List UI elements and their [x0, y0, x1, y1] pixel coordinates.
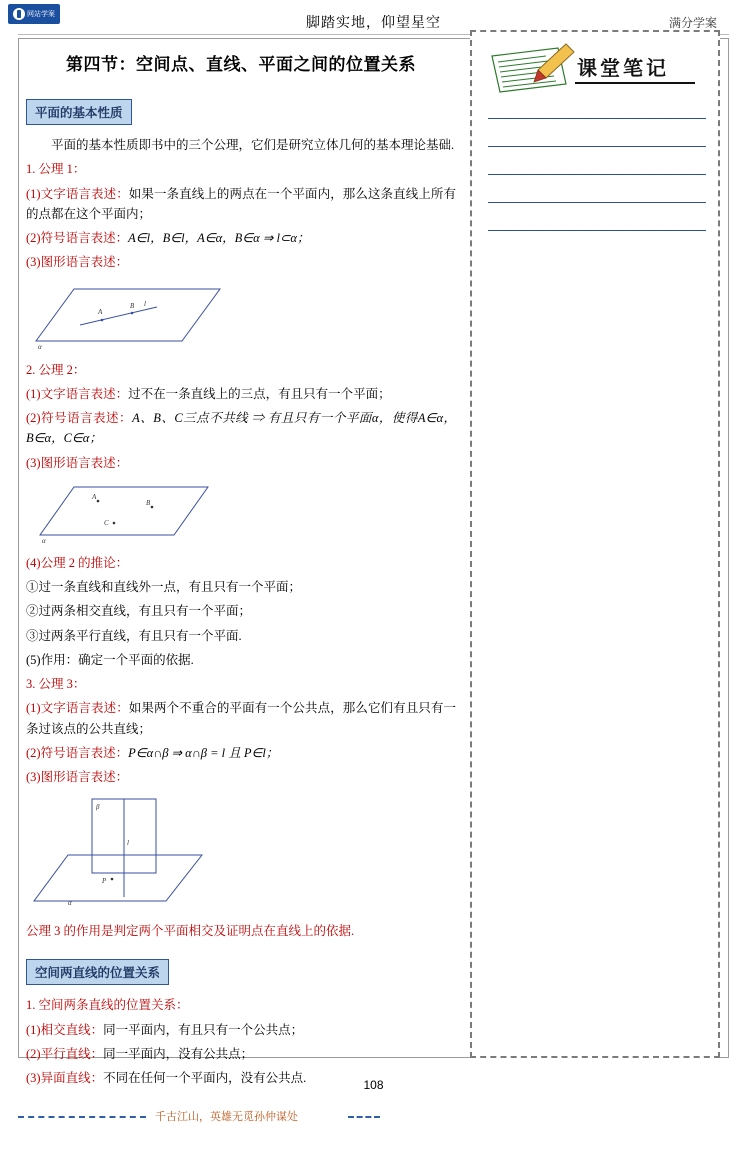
corollary-line-3 — [26, 626, 456, 646]
corollary-text-1: 过一条直线和直线外一点，有且只有一个平面； — [38, 580, 302, 594]
svg-text:α: α — [68, 899, 72, 908]
svg-text:α: α — [38, 342, 42, 351]
svg-text:α: α — [42, 536, 46, 545]
axiom-2-tag-1: (1)文字语言表述： — [26, 386, 129, 401]
svg-text:P: P — [102, 877, 107, 886]
section2-line-1 — [26, 1020, 456, 1040]
svg-text:B: B — [146, 498, 151, 507]
section2-tag-2: (2)平行直线： — [26, 1046, 104, 1061]
footer — [0, 1108, 747, 1128]
axiom-1-text-2: A∈l，B∈l，A∈α，B∈α ⇒ l⊂α； — [128, 231, 310, 245]
logo-text: 网站学案 — [27, 11, 55, 18]
section-heading-two-lines: 空间两直线的位置关系 — [26, 959, 169, 985]
note-line-1[interactable] — [488, 118, 706, 119]
axiom-1-text-1: 如果一条直线上的两点在一个平面内，那么这条直线上所有的点都在这个平面内； — [26, 186, 456, 221]
axiom-2-line-1 — [26, 384, 456, 404]
axiom-2-label: 2. 公理 2： — [26, 362, 86, 377]
axiom-3-tag-3: (3)图形语言表述： — [26, 770, 129, 784]
axiom-1-tag-1: (1)文字语言表述： — [26, 186, 129, 201]
corollary-line-1 — [26, 577, 456, 597]
axiom-3-text-2: P∈α∩β ⇒ α∩β = l 且 P∈l； — [128, 745, 279, 760]
note-line-5[interactable] — [488, 230, 706, 231]
notebook-pencil-icon — [486, 40, 582, 102]
corollary-tag-3: ③ — [26, 628, 39, 643]
section2-text-2: 同一平面内，没有公共点； — [103, 1046, 254, 1061]
corollary-tag-1: ① — [26, 580, 39, 594]
axiom-2-figure — [32, 479, 456, 547]
corollary-text-3: 过两条平行直线，有且只有一个平面. — [38, 628, 242, 643]
svg-text:C: C — [104, 518, 109, 527]
axiom-2-tag-3: (3)图形语言表述： — [26, 455, 129, 470]
header-right-title: 满分学案 — [668, 16, 717, 30]
axiom-2-line-2 — [26, 408, 456, 449]
section2-text-1: 同一平面内，有且只有一个公共点； — [103, 1022, 304, 1037]
axiom-1-tag-2: (2)符号语言表述： — [26, 231, 129, 245]
axiom-3-figure — [32, 793, 456, 913]
axiom-3-label: 3. 公理 3： — [26, 677, 86, 691]
axiom-2-text-1: 过不在一条直线上的三点，有且只有一个平面； — [128, 386, 391, 401]
page-title: 第四节：空间点、直线、平面之间的位置关系 — [66, 55, 416, 74]
axiom-3-tag-2: (2)符号语言表述： — [26, 745, 129, 760]
footer-slogan: 千古江山，英雄无觅孙仲谋处 — [155, 1111, 298, 1123]
axiom-3-line-2 — [26, 743, 456, 763]
section2-tag-1: (1)相交直线： — [26, 1022, 104, 1037]
footer-rule-left — [18, 1116, 146, 1118]
footer-rule-right — [348, 1116, 380, 1118]
axiom-2-tag-2: (2)符号语言表述： — [26, 411, 133, 425]
axiom-1-line-1 — [26, 184, 456, 225]
axiom-1-line-2 — [26, 228, 456, 248]
axiom-2-corollary-label: (4)公理 2 的推论： — [26, 555, 129, 570]
corollary-text-2: 过两条相交直线，有且只有一个平面； — [38, 604, 252, 619]
section-heading-plane-properties: 平面的基本性质 — [26, 99, 132, 125]
axiom-1-label: 1. 公理 1： — [26, 162, 86, 177]
corollary-line-2 — [26, 601, 456, 621]
axiom-3-line-1 — [26, 698, 456, 739]
page-number: 108 — [363, 1078, 384, 1092]
note-line-2[interactable] — [488, 146, 706, 147]
axiom-1-line-3 — [26, 252, 456, 272]
axiom-2-text-2: A、B、C三点不共线 ⇒ 有且只有一个平面α，使得A∈α，B∈α，C∈α； — [26, 411, 456, 446]
section2-tag-3: (3)异面直线： — [26, 1071, 104, 1085]
axiom-3-text-1: 如果两个不重合的平面有一个公共点，那么它们有且只有一条过该点的公共直线； — [26, 701, 456, 736]
section2-text-3: 不同在任何一个平面内，没有公共点. — [103, 1071, 307, 1085]
corollary-line-4 — [26, 650, 456, 670]
section2-intro: 1. 空间两条直线的位置关系： — [26, 998, 189, 1013]
header-center-title: 脚踏实地，仰望星空 — [306, 16, 441, 31]
corollary-tag-2: ② — [26, 604, 39, 619]
svg-text:B: B — [130, 301, 135, 310]
axiom-3-tag-1: (1)文字语言表述： — [26, 701, 129, 716]
axiom-1-tag-3: (3)图形语言表述： — [26, 255, 129, 270]
notes-title-underline — [575, 82, 695, 84]
section2-line-2 — [26, 1044, 456, 1064]
svg-text:l: l — [127, 839, 129, 848]
notes-title: 课堂笔记 — [577, 56, 669, 80]
corollary-tag-4: (5)作用： — [26, 652, 79, 667]
note-line-4[interactable] — [488, 202, 706, 203]
axiom-3-line-3 — [26, 767, 456, 787]
svg-text:A: A — [98, 307, 103, 316]
svg-text:β: β — [96, 803, 100, 812]
svg-text:A: A — [92, 492, 97, 501]
axiom-2-line-3 — [26, 453, 456, 473]
axiom-3-conclusion: 公理 3 的作用是判定两个平面相交及证明点在直线上的依据. — [26, 924, 355, 939]
axiom-1-figure — [32, 279, 456, 354]
notes-writing-lines[interactable] — [488, 118, 706, 258]
notes-header — [472, 32, 718, 102]
note-line-3[interactable] — [488, 174, 706, 175]
corollary-text-4: 确定一个平面的依据. — [78, 652, 194, 667]
classroom-notes-panel[interactable] — [470, 30, 720, 1058]
svg-text:l: l — [144, 299, 146, 308]
section-intro: 平面的基本性质即书中的三个公理，它们是研究立体几何的基本理论基础. — [51, 138, 455, 152]
document-body — [26, 44, 456, 1092]
